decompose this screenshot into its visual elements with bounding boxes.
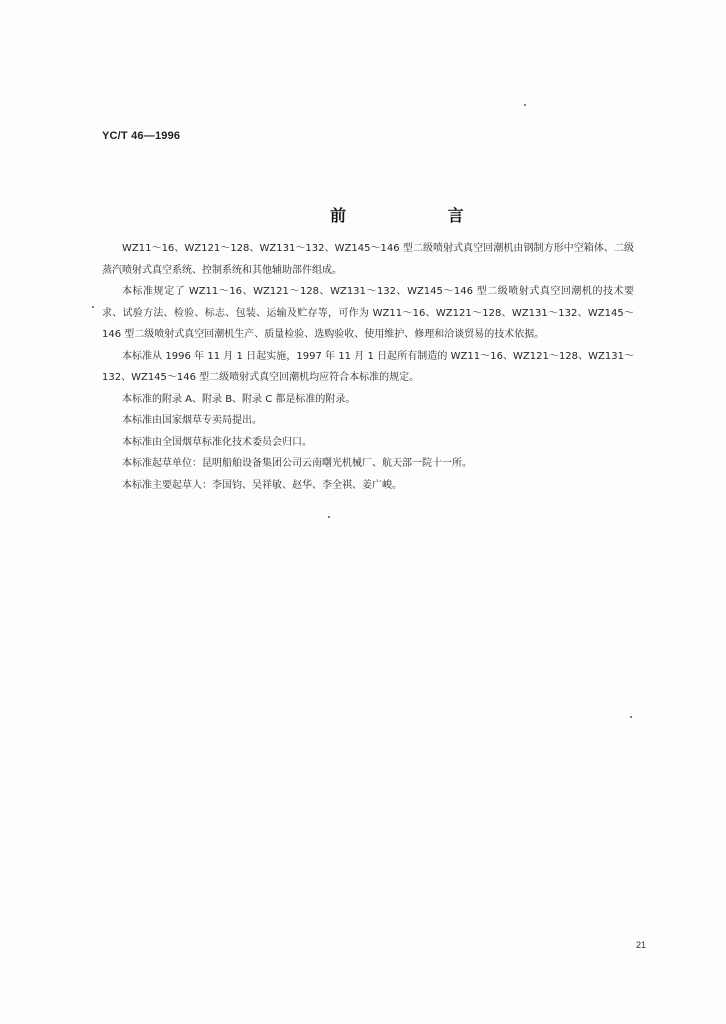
paragraph-drafters: 本标准主要起草人：李国钧、吴祥敏、赵华、李全祺、姜广峻。 <box>122 479 402 491</box>
scan-speck <box>328 516 330 518</box>
scan-speck <box>630 716 632 718</box>
paragraph-scope: 本标准规定了 WZ11～16、WZ121～128、WZ131～132、WZ145～146 型二级喷射式真空回潮机的技术要求、试验方法、检验、标志、包装、运输及贮存等，可作为 WZ11～16、WZ121～128、WZ131～132、WZ145～146 型二级喷射式真空回潮机生产、质量检验、选购验收、使用维护、修理和洽谈贸易的技术依据。 <box>102 286 634 340</box>
paragraph-composition: WZ11～16、WZ121～128、WZ131～132、WZ145～146 型二级喷射式真空回潮机由钢制方形中空箱体、二级蒸汽喷射式真空系统、控制系统和其他辅助部件组成。 <box>102 243 634 276</box>
foreword-body <box>102 238 634 496</box>
page-number: 21 <box>636 940 647 950</box>
paragraph-effective-date: 本标准从 1996 年 11 月 1 日起实施，1997 年 11 月 1 日起所有制造的 WZ11～16、WZ121～128、WZ131～132、WZ145～146 型二级喷射式真空回潮机均应符合本标准的规定。 <box>102 350 634 383</box>
paragraph-appendices: 本标准的附录 A、附录 B、附录 C 都是标准的附录。 <box>122 393 356 405</box>
scan-speck <box>524 104 526 106</box>
scan-speck <box>92 306 94 308</box>
paragraph-proposed-by: 本标准由国家烟草专卖局提出。 <box>122 415 262 426</box>
standard-code: YC/T 46—1996 <box>102 130 181 142</box>
paragraph-administered-by: 本标准由全国烟草标准化技术委员会归口。 <box>122 436 312 448</box>
paragraph-drafting-units: 本标准起草单位：昆明船舶设备集团公司云南曙光机械厂、航天部一院十一所。 <box>122 458 472 469</box>
page-title: 前 言 <box>330 206 512 225</box>
